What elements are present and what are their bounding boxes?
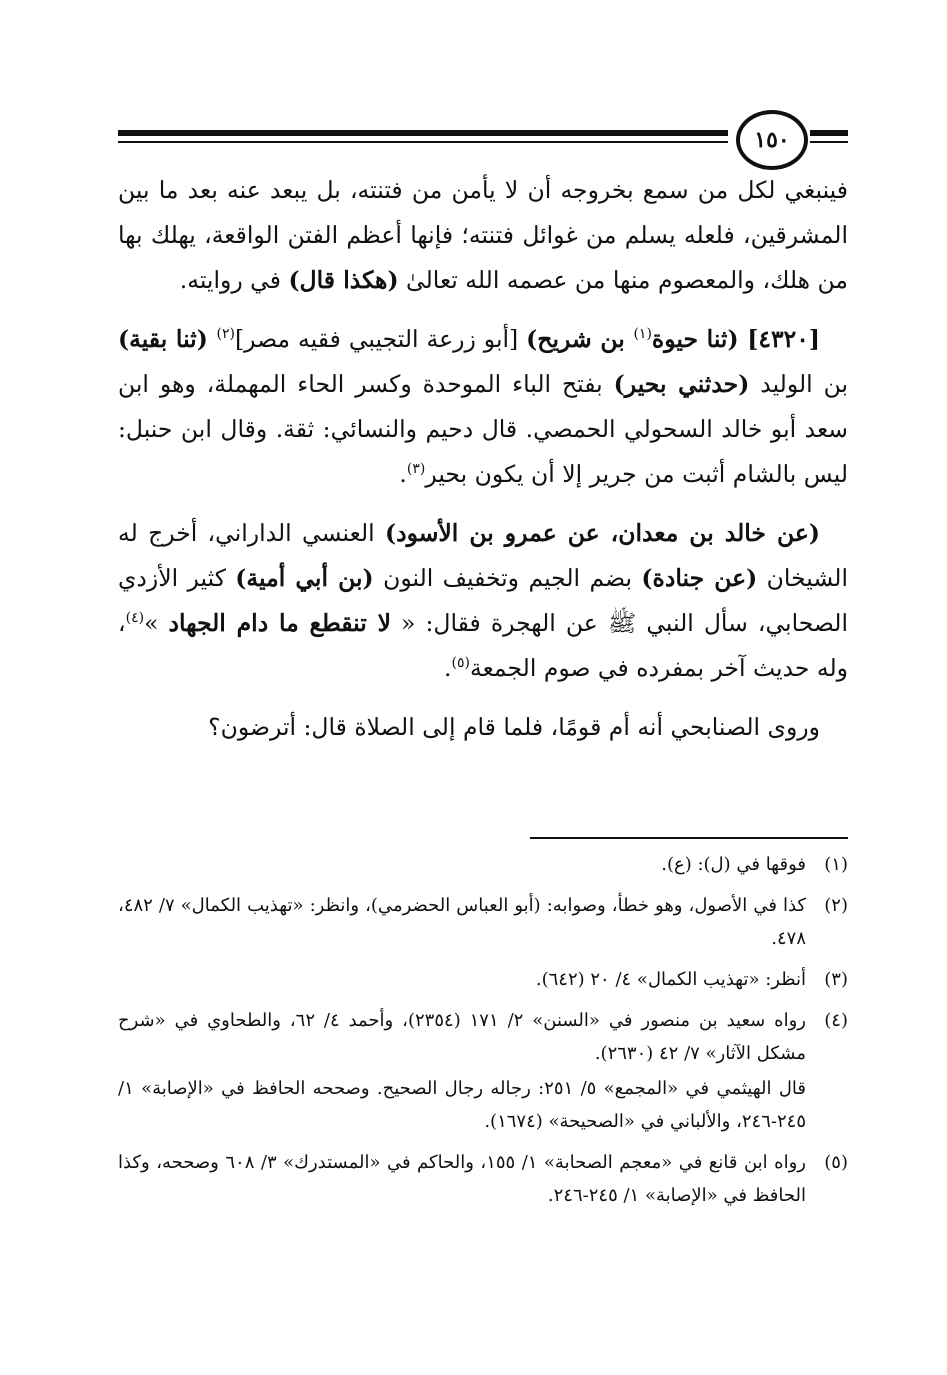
footnote-ref[interactable]: (٢) bbox=[216, 326, 235, 343]
footnote-number: (٣) bbox=[824, 969, 848, 990]
footnotes bbox=[118, 848, 848, 1220]
footnote-ref[interactable]: (٤) bbox=[125, 610, 145, 627]
footnote-separator bbox=[530, 837, 848, 839]
paragraph-1: فينبغي لكل من سمع بخروجه أن لا يأمن من فتنته، بل يبعد عنه بعد ما بين المشرقين، فلعله يسلم من غوائل فتنته؛ فإنها أعظم الفتن الواقعة، يهلك بها من هلك، والمعصوم منها من عصمه الله تعالىٰ (هكذا قال) في روايته. bbox=[118, 176, 848, 294]
footnote-ref[interactable]: (٥) bbox=[451, 655, 470, 672]
footnote-text: فوقها في (ل): (ع). bbox=[661, 854, 806, 875]
header-rule-thick bbox=[118, 130, 728, 136]
footnote-text: رواه سعيد بن منصور في «السنن» ٢/ ١٧١ (٢٣٥٤)، وأحمد ٤/ ٦٢، والطحاوي في «شرح مشكل الآثار» ٧/ ٤٢ (٢٦٣٠). bbox=[118, 1010, 806, 1064]
paragraph-2: [٤٣٢٠] (ثنا حيوة$^{(١)}$ بن شريح) [أبو زرعة التجيبي فقيه مصر]$^{(٢)}$ (ثنا بقية) بن الوليد (حدثني بحير) بفتح الباء الموحدة وكسر الحاء المهملة، وهو ابن سعد أبو خالد السحولي الحمصي. قال دحيم والنسائي: ثقة. وقال ابن حنبل: ليس بالشام أثبت من جرير إلا أن يكون بحير$^{(٣)}$. bbox=[118, 325, 848, 488]
main-text bbox=[118, 168, 848, 750]
footnote-text: أنظر: «تهذيب الكمال» ٤/ ٢٠ (٦٤٢). bbox=[535, 969, 806, 990]
footnote-text: رواه ابن قانع في «معجم الصحابة» ١/ ١٥٥، والحاكم في «المستدرك» ٣/ ٦٠٨ وصححه، وكذا الحافظ في «الإصابة» ١/ ٢٤٥-٢٤٦. bbox=[118, 1152, 806, 1206]
header-rule-right-thin bbox=[810, 141, 848, 143]
footnote-text: كذا في الأصول، وهو خطأ، وصوابه: (أبو العباس الحضرمي)، وانظر: «تهذيب الكمال» ٧/ ٤٨٢، ٤٧٨. bbox=[118, 895, 806, 949]
page-number: ١٥٠ bbox=[736, 110, 808, 170]
paragraph-3: (عن خالد بن معدان، عن عمرو بن الأسود) العنسي الداراني، أخرج له الشيخان (عن جنادة) بضم الجيم وتخفيف النون (بن أبي أمية) كثير الأزدي الصحابي، سأل النبي ﷺ عن الهجرة فقال: « لا تنقطع ما دام الجهاد »$^{(٤)}$، وله حديث آخر بمفرده في صوم الجمعة$^{(٥)}$. bbox=[118, 519, 848, 682]
footnote-subtext: قال الهيثمي في «المجمع» ٥/ ٢٥١: رجاله رجال الصحيح. وصححه الحافظ في «الإصابة» ١/ ٢٤٥-٢٤٦، والألباني في «الصحيحة» (١٦٧٤). bbox=[118, 1078, 806, 1132]
footnote-body bbox=[118, 1004, 806, 1138]
header-rule-thin bbox=[118, 141, 728, 143]
footnote-ref[interactable]: (١) bbox=[633, 326, 652, 343]
footnote-item bbox=[118, 889, 848, 955]
footnote-number: (٤) bbox=[824, 1010, 848, 1031]
footnote-number: (٢) bbox=[824, 895, 848, 916]
footnote-item bbox=[118, 1004, 848, 1138]
footnote-ref[interactable]: (٣) bbox=[406, 461, 426, 478]
header-rule-right-thick bbox=[810, 130, 848, 136]
footnote-item bbox=[118, 1146, 848, 1212]
footnote-number: (١) bbox=[824, 854, 848, 875]
footnote-item bbox=[118, 848, 848, 881]
footnote-number: (٥) bbox=[824, 1152, 848, 1173]
footnote-item bbox=[118, 963, 848, 996]
paragraph-4: وروى الصنابحي أنه أم قومًا، فلما قام إلى الصلاة قال: أترضون؟ bbox=[208, 713, 820, 741]
